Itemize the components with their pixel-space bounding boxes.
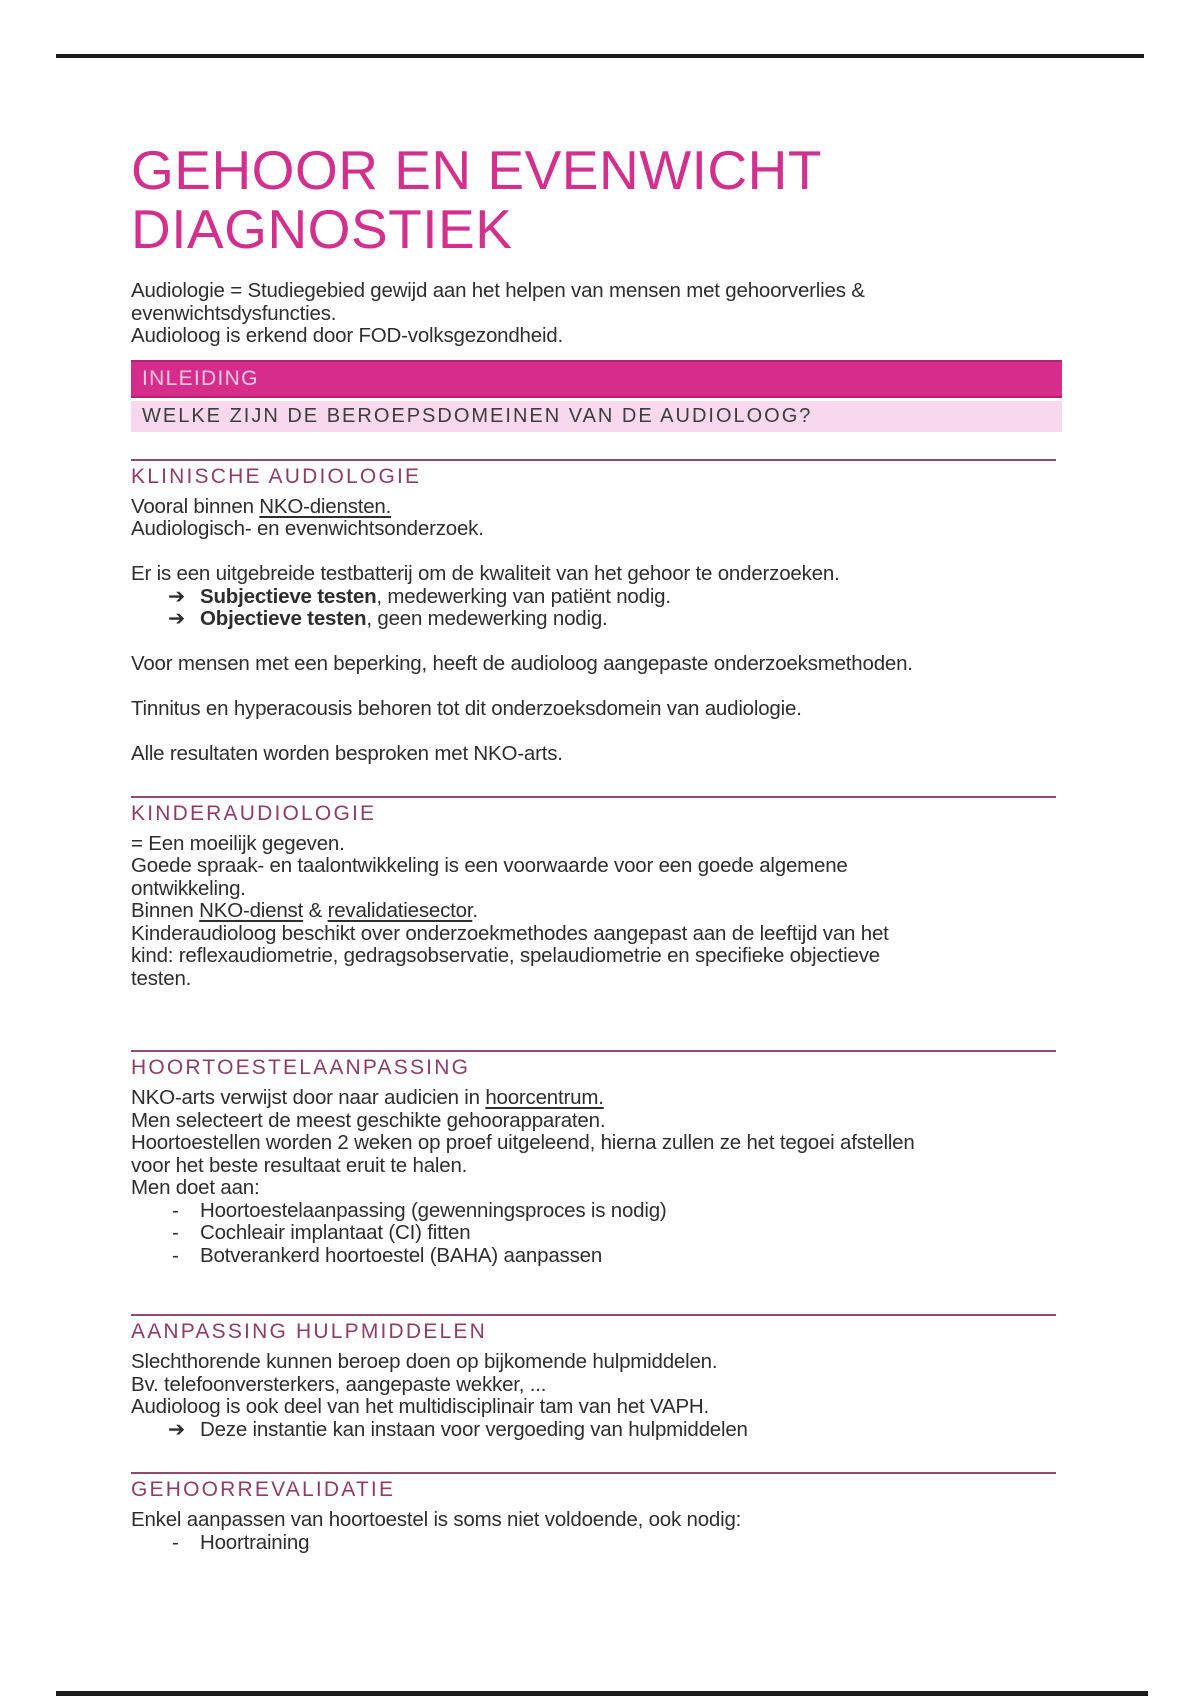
text-segment: Men selecteert de meest geschikte gehoorapparaten. — [131, 1108, 606, 1132]
bottom-divider — [56, 1691, 1148, 1696]
dash-list-item — [131, 1222, 1062, 1245]
section-heading: GEHOORREVALIDATIE — [131, 1478, 396, 1501]
blank-line — [131, 541, 1062, 564]
bullet-text — [200, 586, 671, 609]
arrow-list-item — [131, 608, 1062, 631]
bullet-text — [200, 608, 608, 631]
text-segment: Kinderaudioloog beschikt over onderzoekmethodes aangepast aan de leeftijd van het — [131, 921, 889, 945]
text-line — [131, 698, 1062, 721]
intro-paragraph — [131, 280, 1062, 348]
section-gehoorrevalidatie — [131, 1472, 1062, 1554]
text-segment: Botverankerd hoortoestel (BAHA) aanpassen — [200, 1243, 603, 1267]
document-title — [131, 141, 1062, 259]
text-segment: Hoortoestelaanpassing (gewenningsproces is nodig) — [200, 1198, 667, 1222]
text-segment: Hoortoestellen worden 2 weken op proef uitgeleend, hierna zullen ze het tegoei afstellen — [131, 1131, 915, 1154]
section-heading: HOORTOESTELAANPASSING — [131, 1056, 471, 1079]
text-segment: ontwikkeling. — [131, 876, 246, 900]
document-title-line2: DIAGNOSTIEK — [131, 198, 513, 260]
subtitle-banner-label: WELKE ZIJN DE BEROEPSDOMEINEN VAN DE AUDIOLOOG? — [142, 404, 813, 427]
underlined-text: hoorcentrum. — [485, 1086, 604, 1109]
section-divider — [131, 796, 1056, 798]
text-segment: NKO-arts verwijst door naar audicien in — [131, 1086, 486, 1109]
text-line — [131, 653, 1062, 676]
blank-line — [131, 631, 1062, 654]
section-klinische-audiologie — [131, 459, 1062, 766]
arrow-bullet-icon: ➔ — [168, 607, 185, 630]
text-line — [131, 1374, 1062, 1397]
dash-list-item — [131, 1200, 1062, 1223]
text-segment: voor het beste resultaat eruit te halen. — [131, 1153, 468, 1177]
arrow-bullet-icon: ➔ — [168, 1417, 185, 1441]
bullet-text — [200, 1245, 602, 1268]
text-segment: Slechthorende kunnen beroep doen op bijkomende hulpmiddelen. — [131, 1350, 718, 1373]
text-line — [131, 945, 1062, 968]
dash-bullet-icon: - — [172, 1530, 179, 1554]
section-divider — [131, 1314, 1056, 1316]
underlined-text: NKO-diensten. — [259, 494, 392, 518]
text-line — [131, 900, 1062, 923]
subtitle-banner — [131, 401, 1062, 432]
blank-line — [131, 721, 1062, 744]
text-segment: Vooral binnen — [131, 494, 260, 518]
sections — [131, 459, 1062, 1555]
blank-line — [131, 676, 1062, 699]
dash-bullet-icon: - — [172, 1198, 179, 1222]
intro-line: Audiologie = Studiegebied gewijd aan het helpen van mensen met gehoorverlies & — [131, 279, 865, 302]
text-segment: Bv. telefoonversterkers, aangepaste wekker, ... — [131, 1372, 547, 1396]
text-segment: Binnen — [131, 899, 200, 922]
text-line — [131, 855, 1062, 878]
text-line — [131, 1087, 1062, 1110]
bold-text: Objectieve testen — [200, 607, 367, 630]
text-segment: , medewerking van patiënt nodig. — [376, 584, 671, 608]
text-segment: Deze instantie kan instaan voor vergoeding van hulpmiddelen — [200, 1417, 748, 1441]
bullet-text — [200, 1200, 667, 1223]
text-line — [131, 563, 1062, 586]
dash-bullet-icon: - — [172, 1243, 179, 1267]
text-line — [131, 1396, 1062, 1419]
underlined-text: revalidatiesector — [327, 899, 473, 922]
text-line — [131, 833, 1062, 856]
document-title-line1: GEHOOR EN EVENWICHT — [131, 139, 822, 201]
text-segment: Voor mensen met een beperking, heeft de audioloog aangepaste onderzoeksmethoden. — [131, 652, 913, 675]
dash-list-item — [131, 1532, 1062, 1555]
section-heading: AANPASSING HULPMIDDELEN — [131, 1320, 487, 1343]
document-content — [131, 0, 1062, 1554]
intro-line: evenwichtsdysfuncties. — [131, 301, 337, 325]
text-segment: Alle resultaten worden besproken met NKO-arts. — [131, 742, 563, 765]
section-heading: KINDERAUDIOLOGIE — [131, 801, 377, 825]
intro-line: Audioloog is erkend door FOD-volksgezondheid. — [131, 324, 564, 347]
text-line — [131, 968, 1062, 991]
bullet-text — [200, 1222, 470, 1245]
text-line — [131, 1177, 1062, 1200]
section-divider — [131, 1472, 1056, 1474]
text-segment: = Een moeilijk gegeven. — [131, 831, 345, 855]
text-segment: & — [303, 899, 328, 922]
text-line — [131, 1132, 1062, 1155]
section-kinderaudiologie — [131, 796, 1062, 991]
text-line — [131, 878, 1062, 901]
text-segment: Hoortraining — [200, 1530, 310, 1554]
text-segment: Tinnitus en hyperacousis behoren tot dit onderzoeksdomein van audiologie. — [131, 697, 802, 720]
section-hoortoestelaanpassing — [131, 1050, 1062, 1267]
section-heading: KLINISCHE AUDIOLOGIE — [131, 464, 422, 488]
text-segment: Er is een uitgebreide testbatterij om de kwaliteit van het gehoor te onderzoeken. — [131, 562, 840, 585]
inleiding-banner-label: INLEIDING — [142, 366, 259, 390]
text-segment: testen. — [131, 966, 192, 990]
text-segment: Audiologisch- en evenwichtsonderzoek. — [131, 517, 484, 540]
underlined-text: NKO-dienst — [199, 899, 304, 922]
text-segment: Cochleair implantaat (CI) fitten — [200, 1221, 471, 1244]
text-segment: . — [472, 899, 478, 922]
arrow-bullet-icon: ➔ — [168, 584, 185, 608]
dash-bullet-icon: - — [172, 1221, 179, 1244]
section-divider — [131, 459, 1056, 461]
text-line — [131, 1155, 1062, 1178]
text-segment: kind: reflexaudiometrie, gedragsobservatie, spelaudiometrie en specifieke objectieve — [131, 944, 880, 967]
text-segment: , geen medewerking nodig. — [366, 607, 608, 630]
inleiding-banner — [131, 360, 1062, 398]
bullet-text — [200, 1532, 309, 1555]
text-line — [131, 1110, 1062, 1133]
bold-text: Subjectieve testen — [200, 584, 377, 608]
text-line — [131, 496, 1062, 519]
section-divider — [131, 1050, 1056, 1052]
text-line — [131, 923, 1062, 946]
arrow-list-item — [131, 586, 1062, 609]
text-segment: Men doet aan: — [131, 1176, 260, 1199]
text-line — [131, 1509, 1062, 1532]
text-segment: Audioloog is ook deel van het multidisciplinair tam van het VAPH. — [131, 1395, 710, 1418]
dash-list-item — [131, 1245, 1062, 1268]
text-segment: Goede spraak- en taalontwikkeling is een voorwaarde voor een goede algemene — [131, 854, 848, 877]
text-segment: Enkel aanpassen van hoortoestel is soms niet voldoende, ook nodig: — [131, 1508, 742, 1531]
text-line — [131, 1351, 1062, 1374]
text-line — [131, 743, 1062, 766]
text-line — [131, 518, 1062, 541]
bullet-text — [200, 1419, 748, 1442]
arrow-list-item — [131, 1419, 1062, 1442]
section-aanpassing-hulpmiddelen — [131, 1314, 1062, 1441]
